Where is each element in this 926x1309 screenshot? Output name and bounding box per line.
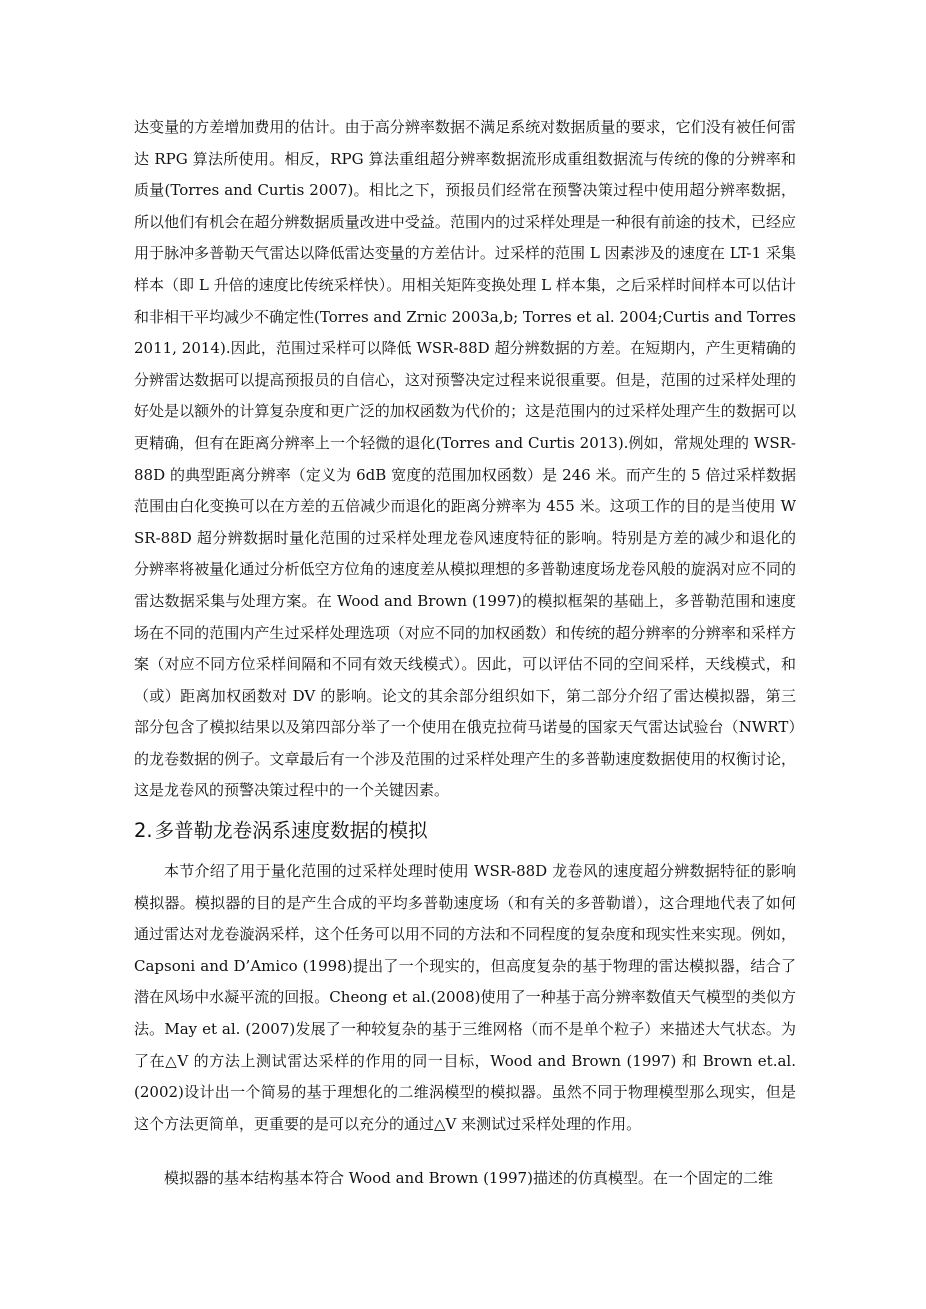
section-paragraph: 本节介绍了用于量化范围的过采样处理时使用 WSR-88D 龙卷风的速度超分辨数据特征的影响模拟器。模拟器的目的是产生合成的平均多普勒速度场（和有关的多普勒谱），这合理地代表了如何通过雷达对龙卷漩涡采样，这个任务可以用不同的方法和不同程度的复杂度和现实性来实现。例如，Capsoni and D’Amico (1998)提出了一个现实的，但高度复杂的基于物理的雷达模拟器，结合了潜在风场中水凝平流的回报。Cheong et al.(2008)使用了一种基于高分辨率数值天气模型的类似方法。May et al. (2007)发展了一种较复杂的基于三维网格（而不是单个粒子）来描述大气状态。为了在△V 的方法上测试雷达采样的作用的同一目标，Wood and Brown (1997) 和 Brown et.al. (2002)设计出一个简易的基于理想化的二维涡模型的模拟器。虽然不同于物理模型那么现实，但是这个方法更简单，更重要的是可以充分的通过△V 来测试过采样处理的作用。 <box>134 862 796 1133</box>
section-paragraph: 模拟器的基本结构基本符合 Wood and Brown (1997)描述的仿真模型。在一个固定的二维 <box>164 1169 773 1187</box>
section-title: 多普勒龙卷涡系速度数据的模拟 <box>154 819 428 842</box>
section-heading <box>134 814 796 848</box>
body-paragraph: 达变量的方差增加费用的估计。由于高分辨率数据不满足系统对数据质量的要求，它们没有被任何雷达 RPG 算法所使用。相反，RPG 算法重组超分辨率数据流形成重组数据流与传统的像的分辨率和质量(Torres and Curtis 2007)。相比之下，预报员们经常在预警决策过程中使用超分辨率数据，所以他们有机会在超分辨数据质量改进中受益。范围内的过采样处理是一种很有前途的技术，已经应用于脉冲多普勒天气雷达以降低雷达变量的方差估计。过采样的范围 L 因素涉及的速度在 LT-1 采集样本（即 L 升倍的速度比传统采样快）。用相关矩阵变换处理 L 样本集，之后采样时间样本可以估计和非相干平均减少不确定性(Torres and Zrnic 2003a,b; Torres et al. 2004;Curtis and Torres 2011, 2014).因此，范围过采样可以降低 WSR-88D 超分辨数据的方差。在短期内，产生更精确的分辨雷达数据可以提高预报员的自信心，这对预警决定过程来说很重要。但是，范围的过采样处理的好处是以额外的计算复杂度和更广泛的加权函数为代价的；这是范围内的过采样处理产生的数据可以更精确，但有在距离分辨率上一个轻微的退化(Torres and Curtis 2013).例如，常规处理的 WSR-88D 的典型距离分辨率（定义为 6dB 宽度的范围加权函数）是 246 米。而产生的 5 倍过采样数据范围由白化变换可以在方差的五倍减少而退化的距离分辨率为 455 米。这项工作的目的是当使用 WSR-88D 超分辨数据时量化范围的过采样处理龙卷风速度特征的影响。特别是方差的减少和退化的分辨率将被量化通过分析低空方位角的速度差从模拟理想的多普勒速度场龙卷风般的旋涡对应不同的雷达数据采集与处理方案。在 Wood and Brown (1997)的模拟框架的基础上，多普勒范围和速度场在不同的范围内产生过采样处理选项（对应不同的加权函数）和传统的超分辨率的分辨率和采样方案（对应不同方位采样间隔和不同有效天线模式）。因此，可以评估不同的空间采样，天线模式，和（或）距离加权函数对 DV 的影响。论文的其余部分组织如下，第二部分介绍了雷达模拟器，第三部分包含了模拟结果以及第四部分举了一个使用在俄克拉荷马诺曼的国家天气雷达试验台（NWRT）的龙卷数据的例子。文章最后有一个涉及范围的过采样处理产生的多普勒速度数据使用的权衡讨论，这是龙卷风的预警决策过程中的一个关键因素。 <box>134 118 797 800</box>
section-number: 2. <box>134 819 153 842</box>
